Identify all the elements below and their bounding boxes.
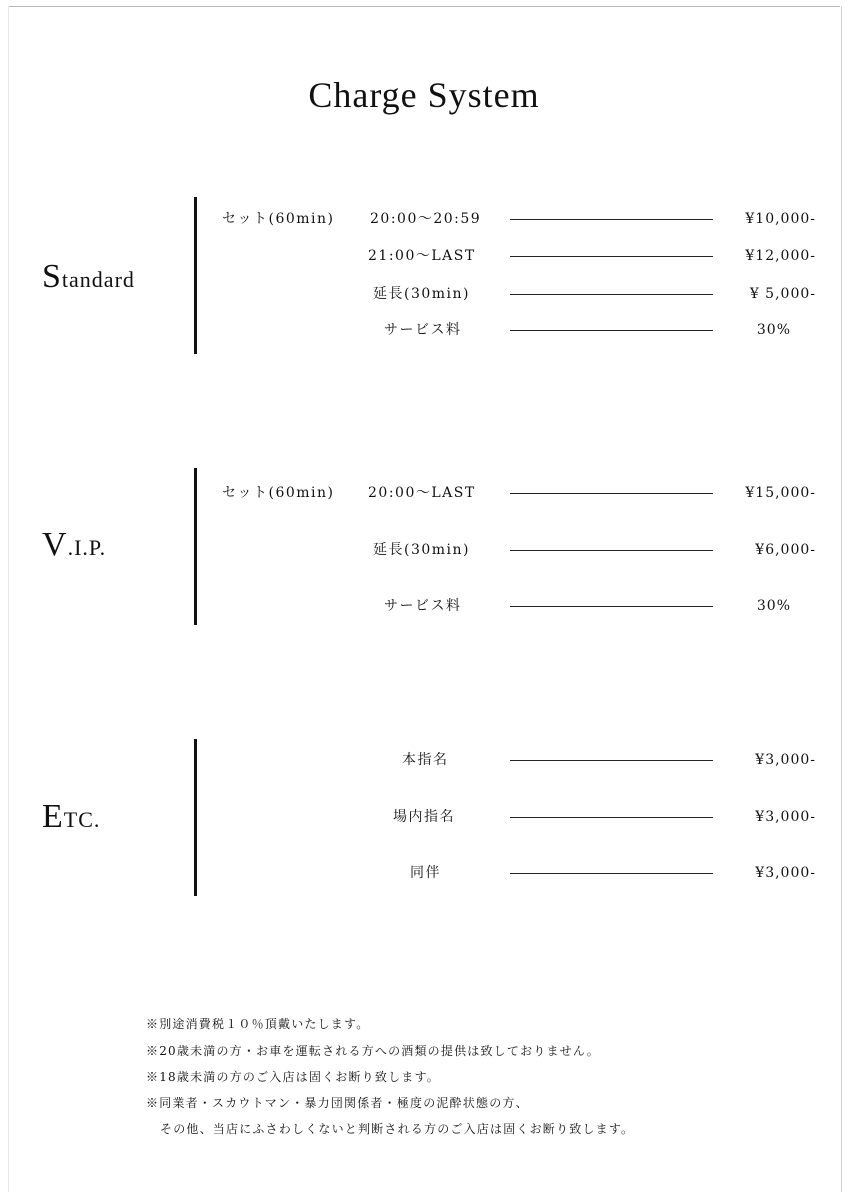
section-label-rest: tandard xyxy=(61,267,135,292)
standard-service-label: サービス料 xyxy=(384,322,462,338)
standard-service-price: 30% xyxy=(756,322,791,338)
leader-line xyxy=(510,256,713,257)
leader-line xyxy=(510,760,713,761)
leader-line xyxy=(510,330,713,331)
section-divider-vip xyxy=(194,468,197,625)
standard-late-time: 21:00～LAST xyxy=(368,248,476,264)
etc-in-house-nomination-price: ¥3,000- xyxy=(755,809,816,825)
leader-line xyxy=(510,606,713,607)
section-divider-etc xyxy=(194,739,197,896)
section-initial: S xyxy=(42,258,62,295)
leader-line xyxy=(510,817,713,818)
etc-nomination-label: 本指名 xyxy=(402,752,449,768)
standard-set-time: 20:00～20:59 xyxy=(370,211,482,227)
note-alcohol: ※20歳未満の方・お車を運転される方への酒類の提供は致しておりません。 xyxy=(146,1044,600,1058)
section-initial: V xyxy=(42,526,68,563)
standard-extension-label: 延長(30min) xyxy=(373,286,471,302)
section-initial: E xyxy=(42,798,64,835)
leader-line xyxy=(510,873,713,874)
section-label-rest: TC. xyxy=(63,807,101,832)
vip-set-label: セット(60min) xyxy=(222,485,335,501)
page-title: Charge System xyxy=(308,75,540,116)
section-label-etc xyxy=(42,798,100,836)
note-tax: ※別途消費税１０％頂戴いたします。 xyxy=(146,1017,370,1031)
leader-line xyxy=(510,219,713,220)
standard-set-label: セット(60min) xyxy=(222,211,335,227)
note-refusal: ※同業者・スカウトマン・暴力団関係者・極度の泥酔状態の方、 xyxy=(146,1096,529,1110)
leader-line xyxy=(510,550,713,551)
standard-set-price: ¥10,000- xyxy=(745,211,816,227)
leader-line xyxy=(510,493,713,494)
page-edge-left xyxy=(8,6,9,1192)
etc-companion-price: ¥3,000- xyxy=(755,865,816,881)
section-label-rest: .I.P. xyxy=(67,535,107,560)
standard-late-price: ¥12,000- xyxy=(745,248,816,264)
etc-in-house-nomination-label: 場内指名 xyxy=(393,809,455,825)
vip-service-label: サービス料 xyxy=(384,598,462,614)
etc-companion-label: 同伴 xyxy=(410,865,441,881)
standard-extension-price: ¥ 5,000- xyxy=(749,286,816,302)
note-refusal-continued: その他、当店にふさわしくないと判断される方のご入店は固くお断り致します。 xyxy=(160,1122,635,1136)
vip-extension-price: ¥6,000- xyxy=(755,542,816,558)
leader-line xyxy=(510,294,713,295)
page-edge-top xyxy=(8,6,840,7)
section-divider-standard xyxy=(194,197,197,354)
vip-service-price: 30% xyxy=(756,598,791,614)
vip-set-price: ¥15,000- xyxy=(745,485,816,501)
note-age: ※18歳未満の方のご入店は固くお断り致します。 xyxy=(146,1070,440,1084)
section-label-standard xyxy=(42,258,135,296)
etc-nomination-price: ¥3,000- xyxy=(755,752,816,768)
vip-set-time: 20:00～LAST xyxy=(368,485,476,501)
vip-extension-label: 延長(30min) xyxy=(373,542,471,558)
section-label-vip xyxy=(42,526,106,564)
page-edge-right xyxy=(841,6,842,1192)
